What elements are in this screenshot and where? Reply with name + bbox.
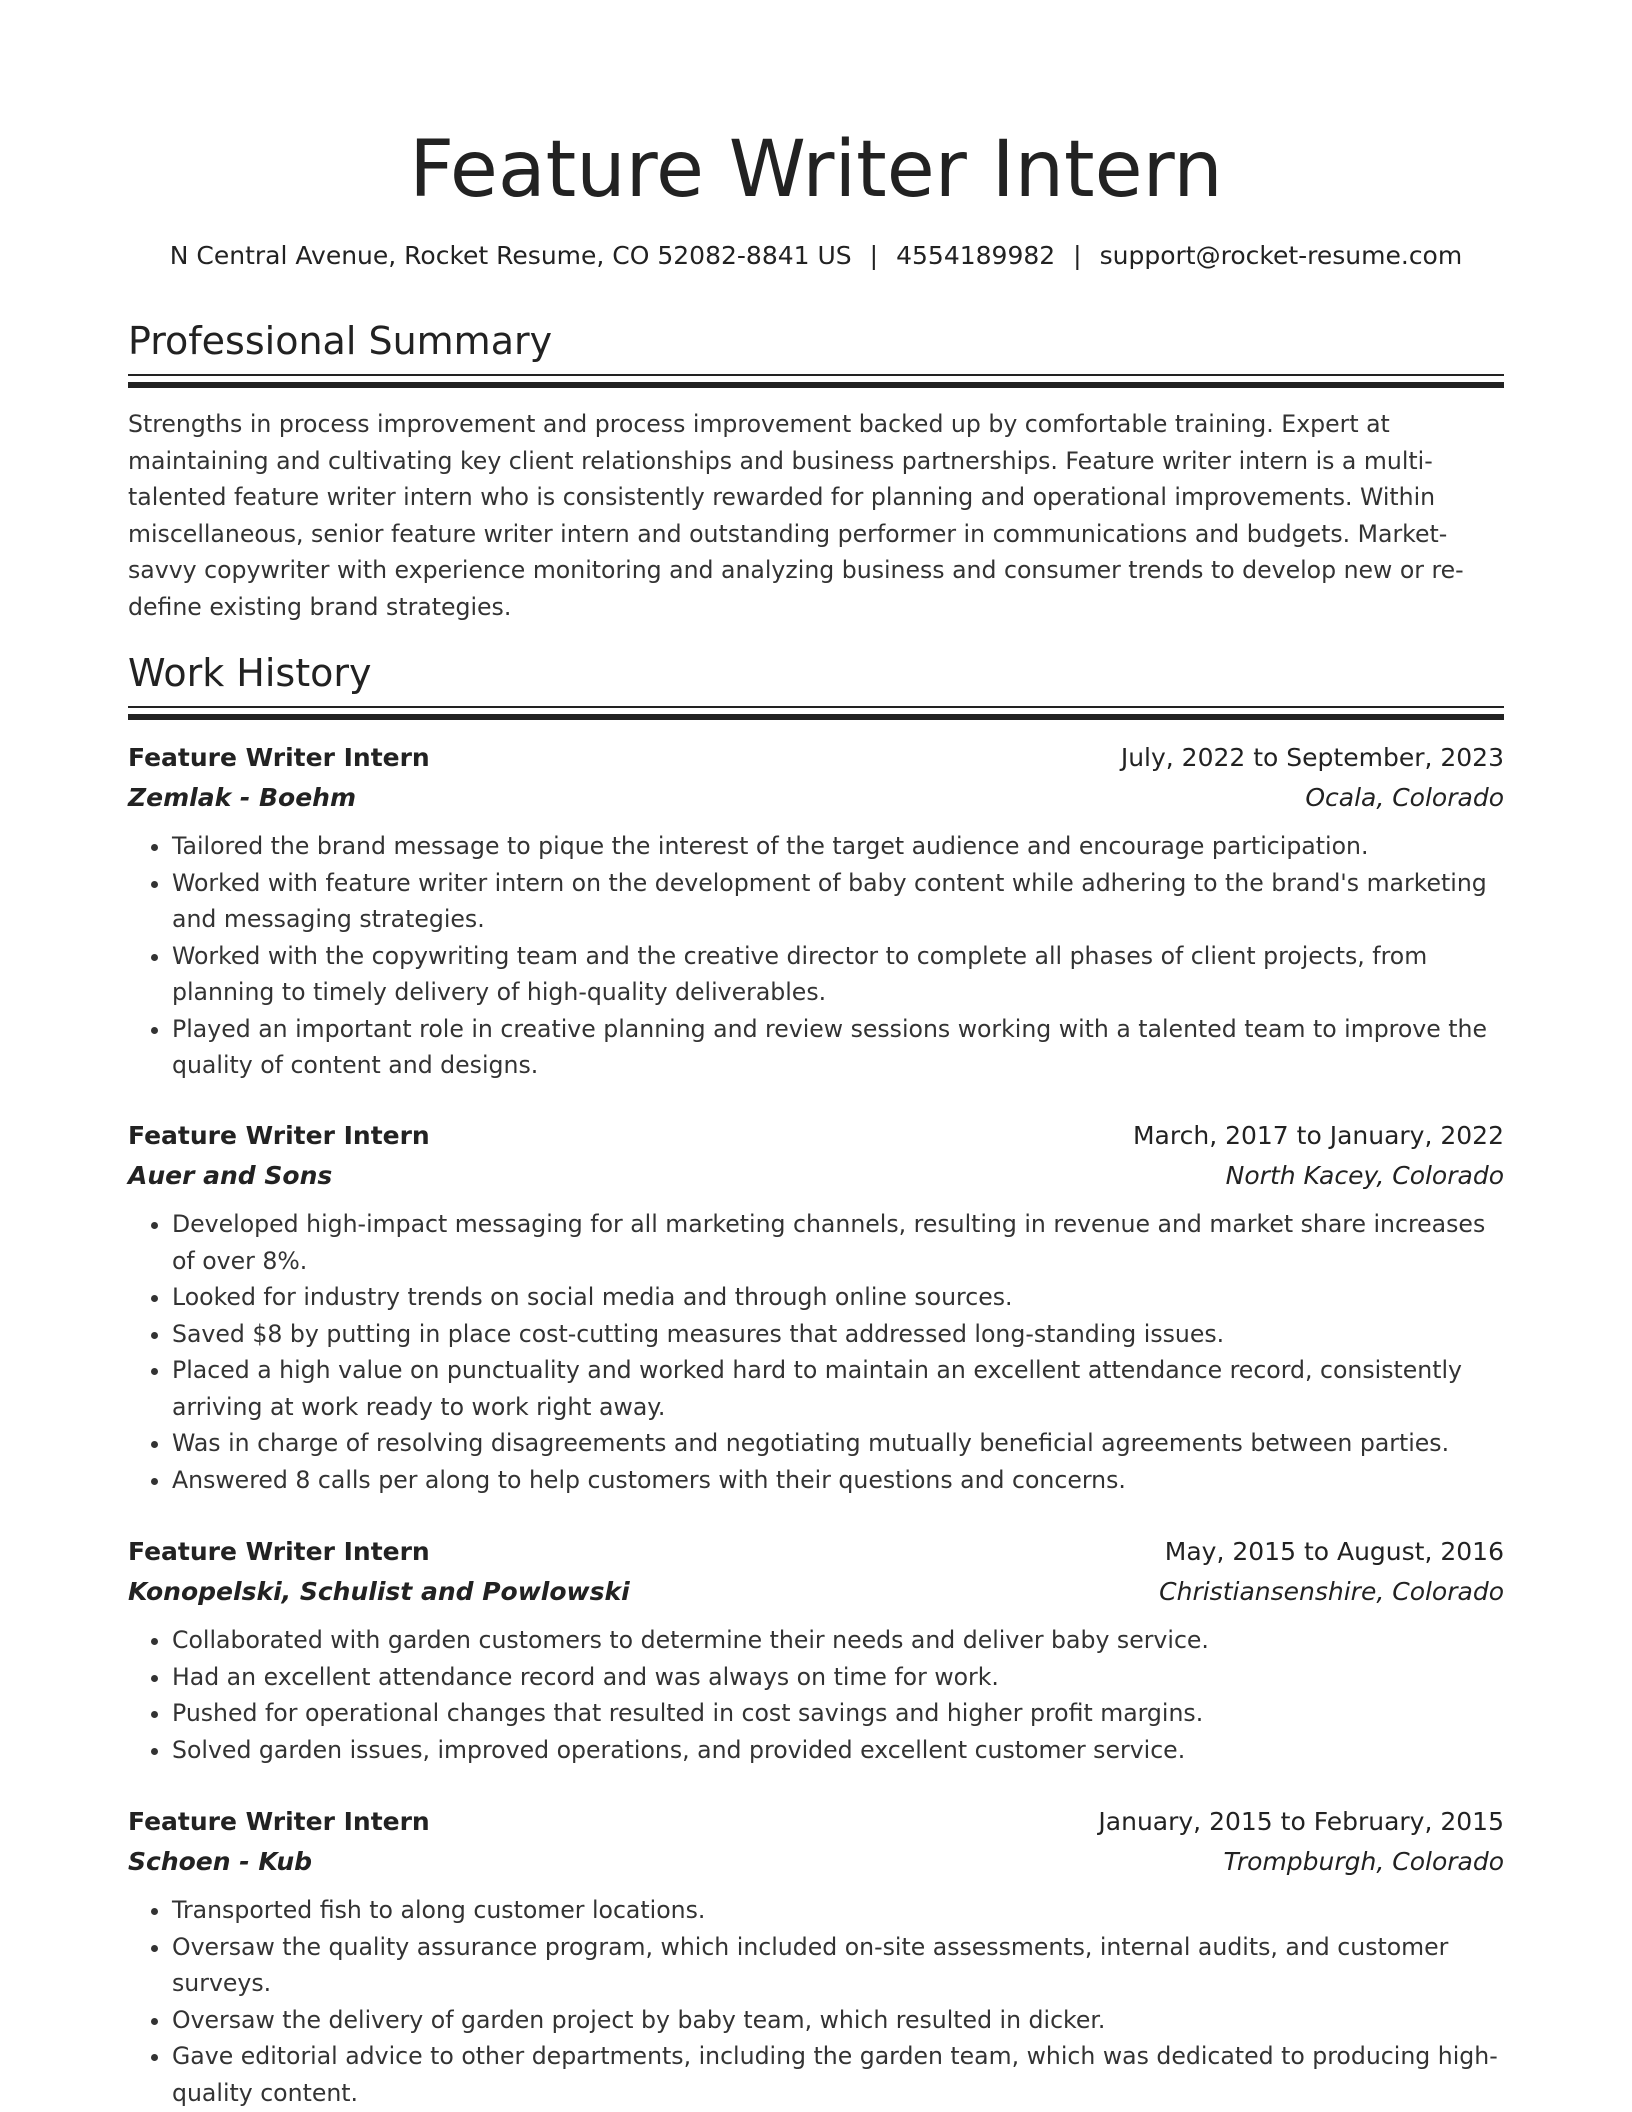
- job-entry: [128, 1532, 1504, 1768]
- job-bullet: • Was in charge of resolving disagreements and negotiating mutually beneficial agreements between parties.: [172, 1425, 1504, 1462]
- job-header: [128, 1116, 1504, 1156]
- job-bullet: • Gave editorial advice to other departments, including the garden team, which was dedicated to producing high-quality content.: [172, 2038, 1504, 2111]
- job-title: Feature Writer Intern: [128, 1537, 430, 1566]
- job-subheader: [128, 1842, 1504, 1882]
- job-subheader: [128, 1156, 1504, 1196]
- contact-email[interactable]: support@rocket-resume.com: [1099, 241, 1463, 270]
- job-header: [128, 1532, 1504, 1572]
- job-bullets: [128, 1622, 1504, 1768]
- job-bullet: • Saved $8 by putting in place cost-cutting measures that addressed long-standing issues.: [172, 1316, 1504, 1353]
- contact-separator: |: [1073, 241, 1082, 270]
- candidate-name: Feature Writer Intern: [409, 125, 1223, 215]
- job-bullet: • Transported fish to along customer locations.: [172, 1892, 1504, 1929]
- contact-line: [128, 238, 1504, 274]
- job-company: Konopelski, Schulist and Powlowski: [128, 1577, 630, 1606]
- job-bullet: • Worked with the copywriting team and the creative director to complete all phases of client projects, from planning to timely delivery of high-quality deliverables.: [172, 938, 1504, 1011]
- job-bullet: • Tailored the brand message to pique the interest of the target audience and encourage participation.: [172, 828, 1504, 865]
- job-bullet: • Played an important role in creative planning and review sessions working with a talented team to improve the quality of content and designs.: [172, 1011, 1504, 1084]
- job-title: Feature Writer Intern: [128, 1807, 430, 1836]
- job-bullets: [128, 1206, 1504, 1498]
- job-bullet: • Developed high-impact messaging for all marketing channels, resulting in revenue and market share increases of over 8%.: [172, 1206, 1504, 1279]
- job-dates: May, 2015 to August, 2016: [1164, 1537, 1504, 1566]
- contact-phone: 4554189982: [896, 241, 1056, 270]
- job-subheader: [128, 1572, 1504, 1612]
- contact-address: N Central Avenue, Rocket Resume, CO 52082-8841 US: [169, 241, 852, 270]
- job-bullet: • Pushed for operational changes that resulted in cost savings and higher profit margins.: [172, 1695, 1504, 1732]
- job-location: Ocala, Colorado: [1305, 783, 1504, 812]
- job-location: North Kacey, Colorado: [1225, 1161, 1504, 1190]
- job-bullet: • Answered 8 calls per along to help customers with their questions and concerns.: [172, 1462, 1504, 1499]
- summary-text: Strengths in process improvement and process improvement backed up by comfortable training. Expert at maintaining and cultivating key client relationships and business partnerships. Feature writer intern is a multi-talented feature writer intern who is consistently rewarded for planning and operational improvements. Within miscellaneous, senior feature writer intern and outstanding performer in communications and budgets. Market-savvy copywriter with experience monitoring and analyzing business and consumer trends to develop new or re-define existing brand strategies.: [128, 410, 1464, 621]
- job-bullet: • Placed a high value on punctuality and worked hard to maintain an excellent attendance record, consistently arriving at work ready to work right away.: [172, 1352, 1504, 1425]
- job-dates: July, 2022 to September, 2023: [1120, 743, 1504, 772]
- section-title-summary: Professional Summary: [128, 319, 553, 363]
- job-company: Auer and Sons: [128, 1161, 333, 1190]
- job-bullet: • Oversaw the quality assurance program, which included on-site assessments, internal audits, and customer surveys.: [172, 1929, 1504, 2002]
- section-divider: [128, 706, 1504, 720]
- job-dates: March, 2017 to January, 2022: [1132, 1121, 1504, 1150]
- job-bullet: • Solved garden issues, improved operations, and provided excellent customer service.: [172, 1732, 1504, 1769]
- job-bullets: [128, 1892, 1504, 2111]
- job-bullet: • Looked for industry trends on social media and through online sources.: [172, 1279, 1504, 1316]
- job-title: Feature Writer Intern: [128, 743, 430, 772]
- job-header: [128, 738, 1504, 778]
- job-dates: January, 2015 to February, 2015: [1098, 1807, 1504, 1836]
- job-entry: [128, 1802, 1504, 2111]
- job-company: Zemlak - Boehm: [128, 783, 357, 812]
- job-location: Christiansenshire, Colorado: [1159, 1577, 1504, 1606]
- section-divider: [128, 374, 1504, 388]
- job-location: Trompburgh, Colorado: [1223, 1847, 1504, 1876]
- job-entry: [128, 1116, 1504, 1498]
- job-bullet: • Collaborated with garden customers to determine their needs and deliver baby service.: [172, 1622, 1504, 1659]
- job-bullets: [128, 828, 1504, 1084]
- job-entry: [128, 738, 1504, 1084]
- contact-separator: |: [869, 241, 879, 270]
- job-bullet: • Oversaw the delivery of garden project by baby team, which resulted in dicker.: [172, 2002, 1504, 2039]
- job-bullet: • Worked with feature writer intern on the development of baby content while adhering to the brand's marketing and messaging strategies.: [172, 865, 1504, 938]
- job-title: Feature Writer Intern: [128, 1121, 430, 1150]
- job-subheader: [128, 778, 1504, 818]
- job-company: Schoen - Kub: [128, 1847, 313, 1876]
- section-title-work-history: Work History: [128, 651, 372, 695]
- job-header: [128, 1802, 1504, 1842]
- job-bullet: • Had an excellent attendance record and was always on time for work.: [172, 1659, 1504, 1696]
